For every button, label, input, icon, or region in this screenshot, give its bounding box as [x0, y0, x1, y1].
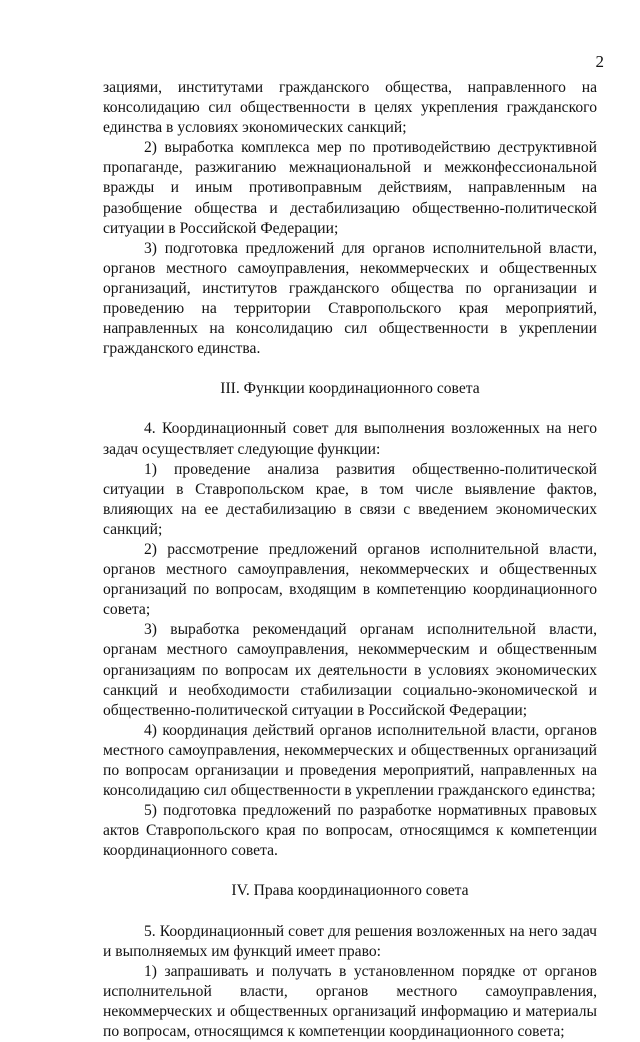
spacer — [103, 399, 597, 419]
paragraph-function-2: 2) рассмотрение предложений органов исполнительной власти, органов местного самоуправления, некоммерческих и общественных организаций по вопросам, входящим в компетенцию координационного совета; — [103, 540, 597, 619]
paragraph-task-2: 2) выработка комплекса мер по противодействию деструктивной пропаганде, разжиганию межнациональной и межконфессиональной вражды и иным противоправным действиям, направленным на разобщение общества и дестабилизацию общественно-политической ситуации в Российской Федерации; — [103, 139, 597, 237]
section-title-rights: IV. Права координационного совета — [231, 882, 469, 900]
spacer — [103, 861, 597, 881]
section-title-functions: III. Функции координационного совета — [220, 380, 480, 398]
paragraph-continuation: зациями, институтами гражданского общества, направленного на консолидацию сил общественности в целях укрепления гражданского единства в условиях экономических санкций; — [103, 79, 597, 137]
paragraph-task-3: 3) подготовка предложений для органов исполнительной власти, органов местного самоуправления, некоммерческих и общественных организаций, институтов гражданского общества по организации и проведению на территории Ставропольского края мероприятий, направленных на консолидацию сил общественности в укреплении гражданского единства. — [103, 239, 597, 358]
paragraph-function-3: 3) выработка рекомендаций органам исполнительной власти, органам местного самоуправления, некоммерческим и общественным организациям по вопросам их деятельности в условиях экономических санкций и необходимости стабилизации социально-экономической и общественно-политической ситуации в Российской Федерации; — [103, 621, 597, 719]
paragraph-function-5: 5) подготовка предложений по разработке нормативных правовых актов Ставропольского края по вопросам, относящимся к компетенции координационного совета. — [103, 802, 597, 860]
paragraph-functions-intro: 4. Координационный совет для выполнения возложенных на него задач осуществляет следующие функции: — [103, 420, 597, 458]
paragraph-function-1: 1) проведение анализа развития общественно-политической ситуации в Ставропольском крае, в том числе выявление фактов, влияющих на ее дестабилизацию в связи с введением экономических санкций; — [103, 460, 597, 538]
spacer — [103, 902, 597, 922]
paragraph-right-1: 1) запрашивать и получать в установленном порядке от органов исполнительной власти, органов местного самоуправления, некоммерческих и общественных организаций информацию и материалы по вопросам, относящимся к компетенции координационного совета; — [103, 962, 597, 1041]
page-number: 2 — [595, 52, 604, 71]
paragraph-rights-intro: 5. Координационный совет для решения возложенных на него задач и выполняемых им функций имеет право: — [103, 922, 597, 960]
paragraph-function-4: 4) координация действий органов исполнительной власти, органов местного самоуправления, некоммерческих и общественных организаций по вопросам организации и проведения мероприятий, направленных на консолидацию сил общественности в укреплении гражданского единства; — [103, 721, 597, 800]
document-body — [103, 78, 597, 1042]
spacer — [103, 359, 597, 379]
